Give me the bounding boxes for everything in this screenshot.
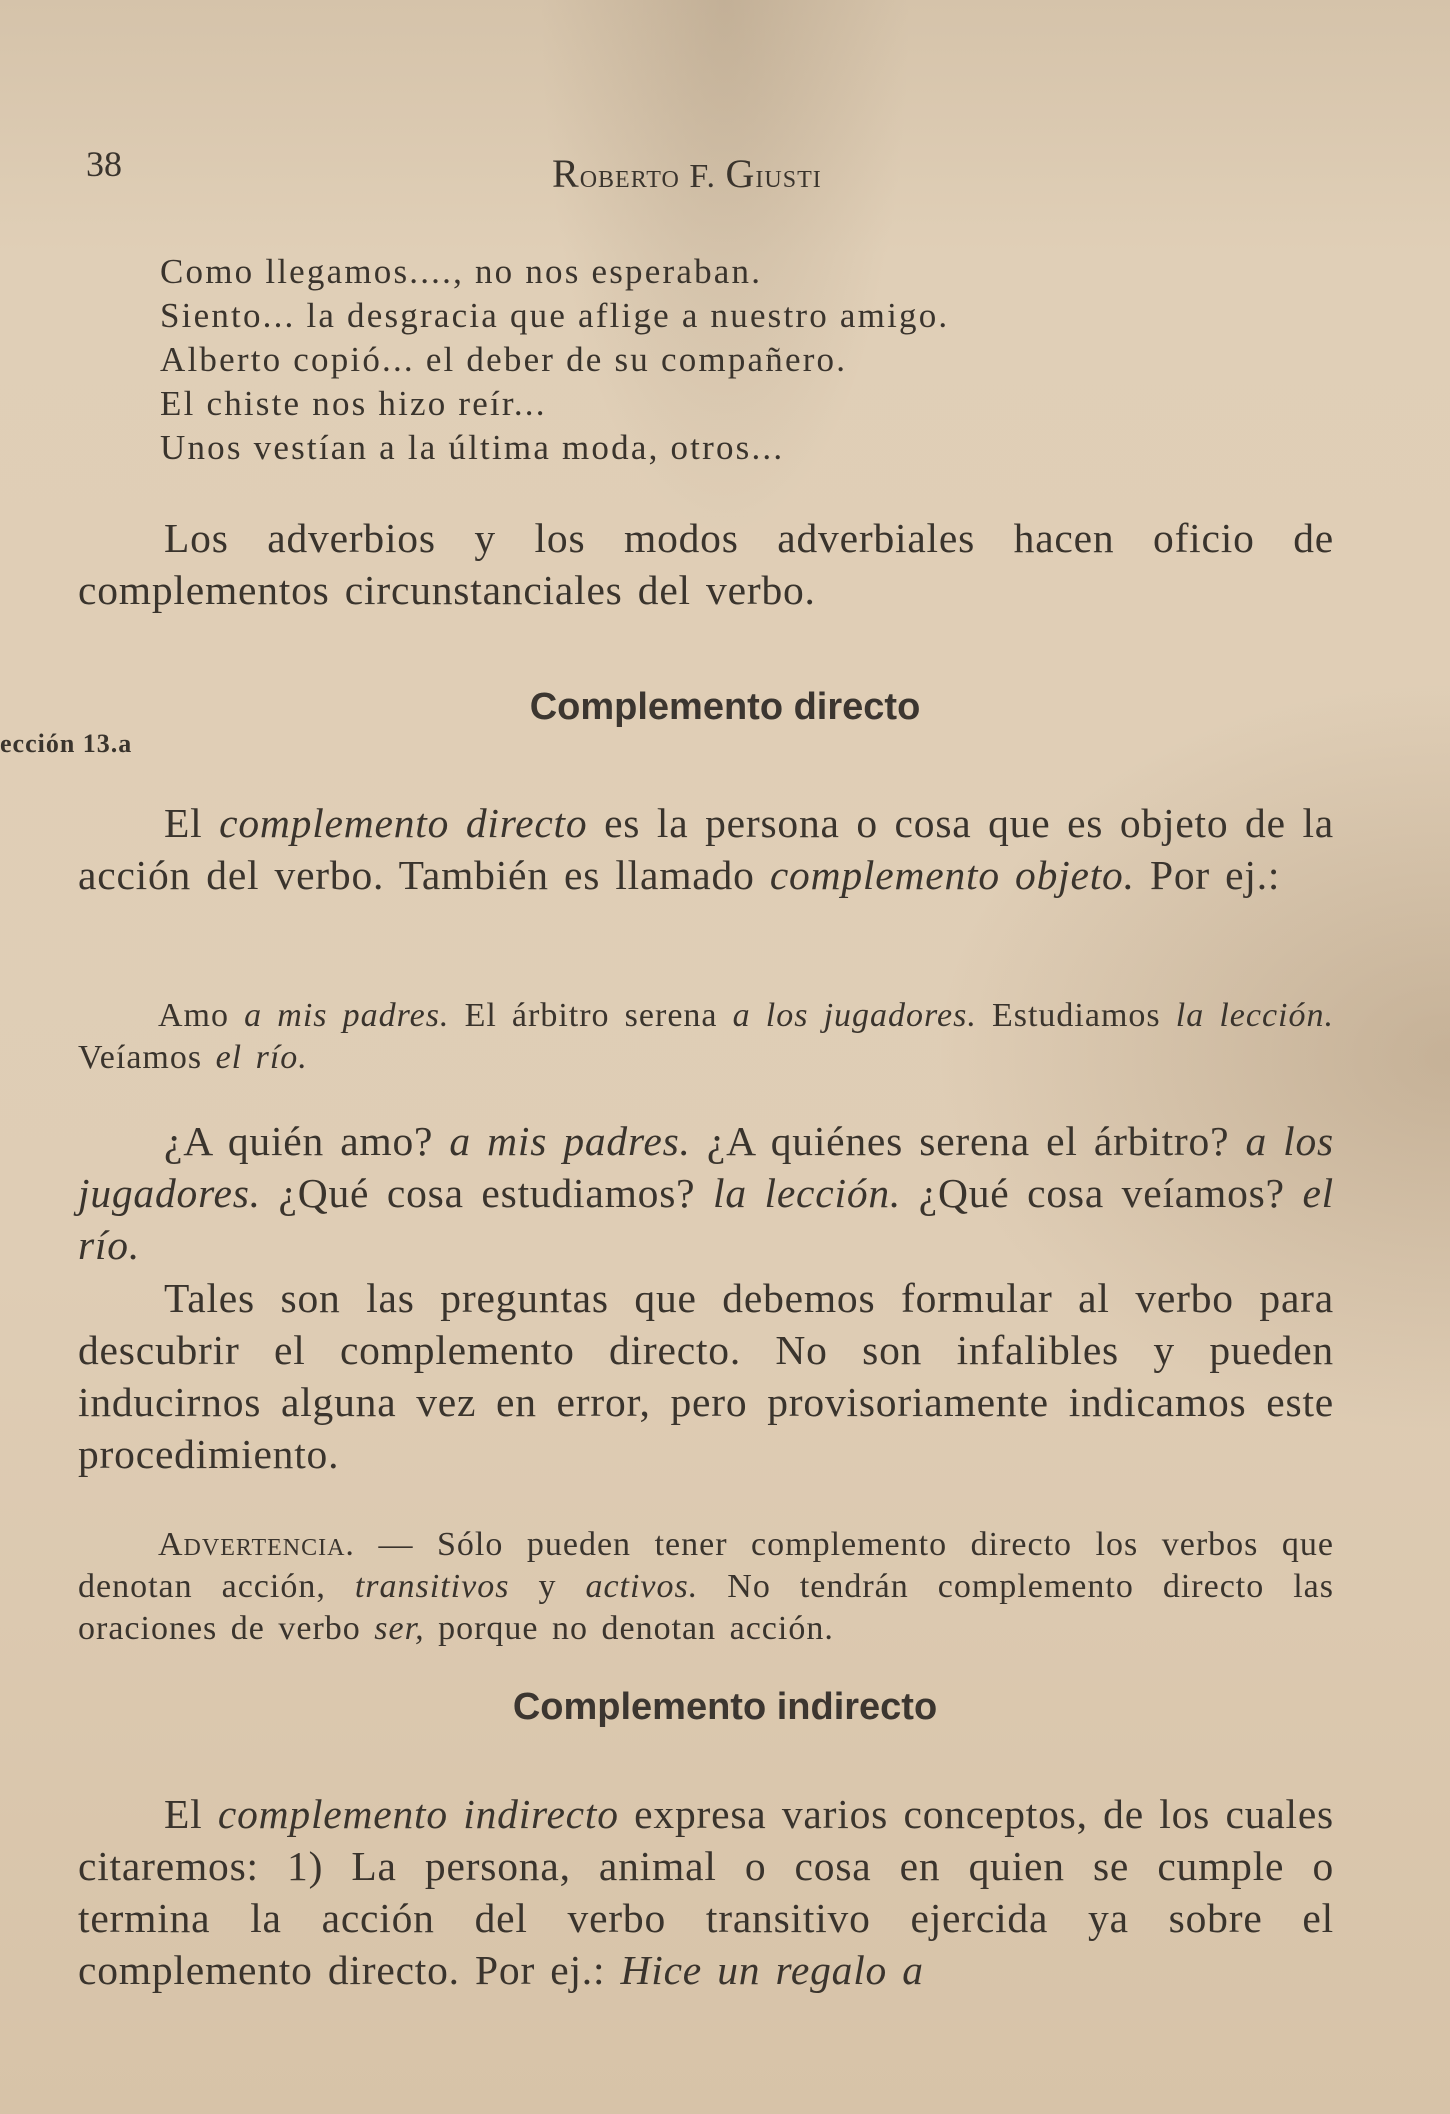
paragraph-directo-definition: El complemento directo es la persona o cosa que es objeto de la acción del verbo. También es llamado complemento objeto. Por ej.: — [78, 800, 1335, 898]
paragraph-advertencia: Advertencia. — Sólo pueden tener complemento directo los verbos que denotan acción, transitivos y activos. No tendrán complemento directo las oraciones de verbo ser, porque no denotan acción. — [78, 1526, 1335, 1647]
section-heading-indirecto: Complemento indirecto — [512, 1686, 938, 1728]
margin-note: ección 13.a — [0, 729, 133, 758]
section-heading-directo: Complemento directo — [529, 686, 921, 728]
page-number: 38 — [86, 144, 122, 184]
paragraph-directo-examples: Amo a mis padres. El árbitro serena a los jugadores. Estudiamos la lección. Veíamos el río. — [78, 997, 1335, 1076]
example-line: Como llegamos...., no nos esperaban. — [160, 252, 763, 291]
example-line: El chiste nos hizo reír... — [160, 384, 547, 423]
example-line: Alberto copió... el deber de su compañero. — [160, 340, 848, 379]
paragraph-directo-questions: ¿A quién amo? a mis padres. ¿A quiénes serena el árbitro? a los jugadores. ¿Qué cosa estudiamos? la lección. ¿Qué cosa veíamos? el río. — [78, 1118, 1334, 1268]
example-line: Siento... la desgracia que aflige a nuestro amigo. — [160, 296, 950, 335]
paragraph-indirecto-definition: El complemento indirecto expresa varios conceptos, de los cuales citaremos: 1) La persona, animal o cosa en quien se cumple o termina la acción del verbo transitivo ejercida ya sobre el complemento directo. Por ej.: Hice un regalo a — [78, 1791, 1334, 1993]
example-line: Unos vestían a la última moda, otros... — [160, 428, 785, 467]
paragraph-preguntas: Tales son las preguntas que debemos formular al verbo para descubrir el complemento directo. No son infalibles y pueden inducirnos alguna vez en error, pero provisoriamente indicamos este procedimiento. — [78, 1275, 1334, 1477]
running-head: Roberto F. Giusti — [552, 151, 822, 196]
paragraph-adverbios: Los adverbios y los modos adverbiales hacen oficio de complementos circunstanciales del verbo. — [78, 515, 1334, 613]
